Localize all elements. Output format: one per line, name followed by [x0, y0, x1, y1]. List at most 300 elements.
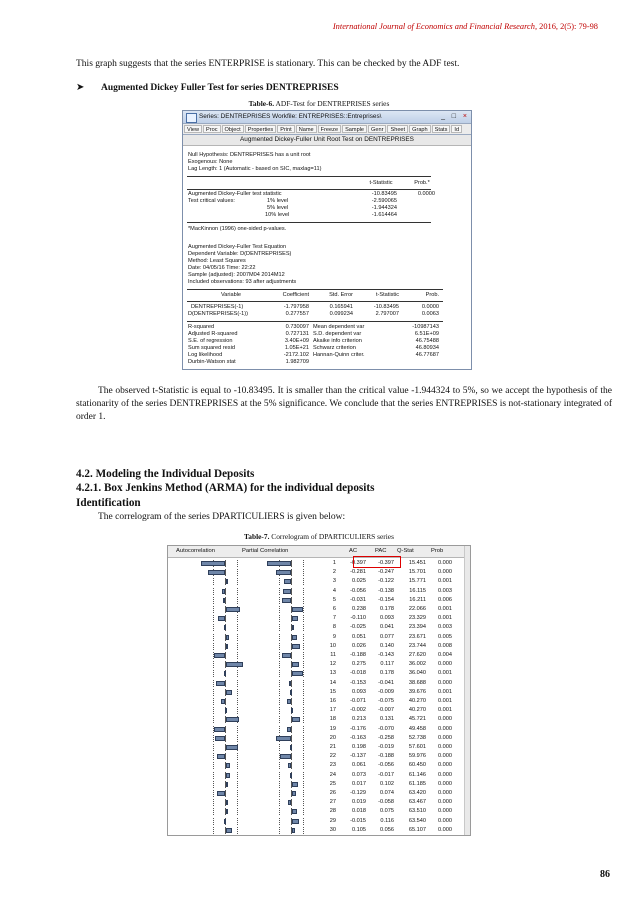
dependent-variable: Dependent Variable: D(DENTREPRISES): [188, 251, 292, 257]
ac-confidence-tick: [237, 772, 239, 779]
pac-value: -0.041: [378, 679, 394, 686]
correlogram-row: [168, 743, 470, 752]
ac-bar: [214, 653, 225, 658]
stat-label: Durbin-Watson stat: [188, 359, 236, 365]
ac-confidence-tick: [213, 716, 215, 723]
view-button[interactable]: View: [184, 125, 202, 133]
ac-confidence-tick: [237, 707, 239, 714]
ac-value: 0.051: [352, 633, 366, 640]
prob-value: 0.000: [438, 799, 452, 806]
crit-level-10: 10% level: [265, 212, 290, 218]
ac-value: -0.163: [350, 734, 366, 741]
pac-confidence-tick: [303, 781, 305, 788]
pac-value: 0.075: [380, 808, 394, 815]
pac-value: 0.074: [380, 790, 394, 796]
qstat-value: 65.107: [408, 826, 426, 833]
stat-label: Adjusted R-squared: [188, 331, 238, 337]
lag: 12: [329, 661, 336, 668]
ac-bar: [226, 782, 228, 787]
freeze-button[interactable]: Freeze: [318, 125, 341, 133]
pac-confidence-tick: [279, 652, 281, 659]
pac-value: 0.041: [380, 624, 394, 631]
ac-confidence-tick: [237, 735, 239, 742]
col-pac: PAC: [375, 548, 387, 554]
pac-confidence-tick: [303, 827, 305, 834]
ac-value: -0.153: [350, 679, 366, 686]
divider: [187, 369, 443, 370]
pac-value: -0.258: [378, 734, 394, 741]
pac-value: 0.077: [380, 633, 394, 640]
prob-value: 0.008: [438, 642, 452, 649]
pac-confidence-tick: [303, 698, 305, 705]
pac-bar: [292, 616, 298, 621]
col-prob: Prob.*: [414, 180, 430, 186]
pac-bar: [292, 791, 296, 796]
correlogram-row: [168, 679, 470, 688]
crit-value-1: -2.590065: [371, 198, 397, 204]
pac-confidence-tick: [303, 597, 305, 604]
pac-confidence-tick: [303, 772, 305, 779]
table7-caption-text: Correlogram of DPARTICULIERS series: [271, 532, 394, 541]
ac-bar: [226, 809, 228, 814]
pac-zero-axis: [291, 698, 292, 705]
stat-value: 46.77687: [415, 352, 439, 358]
stderr-value-2: 0.099234: [329, 311, 353, 317]
correlogram-row: [168, 688, 470, 697]
ac-confidence-tick: [237, 753, 239, 760]
included-observations: Included observations: 93 after adjustments: [188, 279, 297, 285]
correlogram-row: [168, 577, 470, 586]
ac-confidence-tick: [213, 707, 215, 714]
ac-bar: [226, 607, 240, 612]
adf-stat-label: Augmented Dickey-Fuller test statistic: [188, 191, 282, 197]
ac-value: 0.105: [352, 826, 366, 833]
ac-bar: [217, 791, 225, 796]
ac-bar: [224, 671, 226, 676]
coef-value-2: 0.277557: [285, 311, 309, 317]
correlogram-row: [168, 826, 470, 835]
correlogram-row: [168, 587, 470, 596]
pac-value: -0.058: [378, 799, 394, 806]
lag: 11: [330, 652, 336, 658]
pac-zero-axis: [291, 680, 292, 687]
ac-zero-axis: [225, 735, 226, 742]
pac-bar: [290, 745, 292, 750]
pac-confidence-tick: [279, 578, 281, 585]
prob-value: 0.000: [438, 762, 452, 769]
ac-confidence-tick: [213, 698, 215, 705]
page-number: 86: [600, 869, 610, 880]
ac-confidence-tick: [237, 652, 239, 659]
pac-value: 0.056: [380, 826, 394, 833]
prob-value: 0.000: [438, 661, 452, 668]
ac-confidence-tick: [237, 689, 239, 696]
window-toolbar: [183, 123, 471, 135]
ac-bar: [226, 579, 228, 584]
stat-label: Akaike info criterion: [313, 338, 362, 344]
equation-title: Augmented Dickey-Fuller Test Equation: [188, 244, 287, 250]
ac-value: -0.281: [350, 569, 366, 576]
highlight-box: [353, 556, 401, 568]
pac-bar: [267, 561, 291, 566]
pac-zero-axis: [291, 735, 292, 742]
prob-value: 0.001: [438, 670, 452, 677]
qstat-value: 63.540: [408, 817, 426, 824]
ac-bar: [226, 745, 238, 750]
qstat-value: 61.146: [408, 771, 426, 778]
output-heading: Augmented Dickey-Fuller Unit Root Test on DENTREPRISES: [183, 135, 471, 146]
ac-value: 0.213: [352, 716, 366, 723]
qstat-value: 22.066: [408, 606, 426, 612]
prob-value: 0.005: [438, 633, 452, 640]
vertical-scrollbar[interactable]: [464, 546, 470, 835]
qstat-value: 36.002: [408, 661, 426, 668]
ac-value: 0.198: [352, 744, 366, 750]
stat-value: 1.05E+21: [284, 345, 309, 351]
pac-confidence-tick: [279, 762, 281, 769]
stat-value: 3.40E+09: [284, 338, 309, 344]
window-title: Series: DENTREPRISES Workfile: ENTREPRISES::Entreprises\: [199, 113, 382, 120]
divider: [187, 176, 431, 177]
correlogram-row: [168, 771, 470, 780]
pac-confidence-tick: [279, 716, 281, 723]
pac-confidence-tick: [279, 781, 281, 788]
properties-button[interactable]: Properties: [245, 125, 277, 133]
correlogram-window: [167, 545, 471, 836]
id-button[interactable]: Id: [451, 125, 462, 133]
pac-confidence-tick: [279, 615, 281, 622]
stat-value: 0.730097: [285, 324, 309, 330]
ac-confidence-tick: [213, 781, 215, 788]
table7-label: Table-7.: [244, 532, 270, 541]
ac-value: -0.176: [350, 725, 366, 732]
ac-bar: [226, 717, 239, 722]
coef-header-prob: Prob.: [425, 292, 439, 298]
ac-value: -0.188: [350, 652, 366, 658]
pac-confidence-tick: [279, 790, 281, 797]
journal-header: [333, 22, 598, 31]
prob-value: 0.000: [438, 744, 452, 750]
stat-label: R-squared: [188, 324, 215, 330]
ac-confidence-tick: [237, 588, 239, 595]
ac-bar: [201, 561, 225, 566]
ac-zero-axis: [225, 726, 226, 733]
pac-value: -0.154: [378, 596, 394, 603]
ac-value: 0.026: [352, 642, 366, 649]
pac-value: -0.017: [378, 771, 394, 778]
ac-value: -0.025: [350, 624, 366, 631]
prob-value: 0.001: [438, 578, 452, 585]
prob-value: 0.000: [438, 679, 452, 686]
ac-confidence-tick: [213, 790, 215, 797]
stat-label: Log likelihood: [188, 352, 223, 358]
ac-zero-axis: [225, 652, 226, 659]
lag: 14: [329, 679, 336, 686]
ac-zero-axis: [225, 615, 226, 622]
ac-bar: [226, 763, 230, 768]
correlogram-row: [168, 798, 470, 807]
ac-value: 0.017: [352, 780, 366, 787]
sample-button[interactable]: Sample: [342, 125, 367, 133]
ac-confidence-tick: [237, 670, 239, 677]
coef-header-tstat: t-Statistic: [375, 292, 399, 298]
ac-value: 0.093: [352, 688, 366, 695]
ac-zero-axis: [225, 560, 226, 567]
pac-confidence-tick: [303, 569, 305, 576]
qstat-value: 23.744: [408, 642, 426, 649]
date-time: Date: 04/05/16 Time: 22:22: [188, 265, 256, 271]
ac-value: -0.018: [350, 670, 366, 677]
pac-value: -0.070: [378, 725, 394, 732]
ac-confidence-tick: [237, 726, 239, 733]
coef-var-2: D(DENTREPRISES(-1)): [188, 311, 248, 317]
minimize-icon[interactable]: _: [441, 113, 445, 120]
col-qstat: Q-Stat: [397, 548, 414, 554]
ac-confidence-tick: [213, 578, 215, 585]
pac-confidence-tick: [279, 606, 281, 613]
ac-confidence-tick: [213, 818, 215, 825]
pac-confidence-tick: [303, 588, 305, 595]
pac-confidence-tick: [303, 652, 305, 659]
ac-bar: [217, 754, 225, 759]
ac-zero-axis: [225, 698, 226, 705]
pac-bar: [292, 809, 297, 814]
pac-confidence-tick: [279, 808, 281, 815]
prob-value: 0.000: [438, 734, 452, 741]
lag: 6: [332, 606, 336, 612]
ac-zero-axis: [225, 753, 226, 760]
name-button[interactable]: Name: [296, 125, 317, 133]
qstat-value: 60.450: [408, 762, 426, 769]
pac-confidence-tick: [303, 643, 305, 650]
maximize-icon[interactable]: □: [451, 113, 456, 120]
prob-value: 0.000: [438, 753, 452, 760]
pac-confidence-tick: [303, 762, 305, 769]
pac-value: -0.138: [378, 587, 394, 594]
ac-value: -0.056: [350, 587, 366, 594]
ac-bar: [208, 570, 225, 575]
pac-confidence-tick: [303, 670, 305, 677]
qstat-value: 61.185: [408, 780, 426, 787]
prob-value: 0.001: [438, 606, 452, 612]
pac-confidence-tick: [279, 799, 281, 806]
lag: 7: [332, 615, 336, 622]
pac-confidence-tick: [279, 698, 281, 705]
tstat-value-1: -10.83495: [373, 304, 399, 310]
pac-value: -0.247: [378, 569, 394, 576]
lag: 29: [329, 817, 336, 824]
ac-confidence-tick: [237, 569, 239, 576]
pac-value: 0.117: [380, 661, 394, 668]
stat-value: 6.51E+09: [414, 331, 439, 337]
ac-confidence-tick: [213, 606, 215, 613]
ac-bar: [223, 598, 225, 603]
adf-prob: 0.0000: [417, 191, 435, 197]
qstat-value: 15.701: [408, 569, 426, 576]
pac-value: 0.140: [380, 642, 394, 649]
mackinnon-note: *MacKinnon (1996) one-sided p-values.: [188, 226, 287, 232]
pac-confidence-tick: [303, 560, 305, 567]
ac-confidence-tick: [237, 680, 239, 687]
pac-value: 0.131: [380, 716, 394, 723]
lag: 23: [329, 762, 336, 769]
stats-button[interactable]: Stats: [432, 125, 451, 133]
qstat-value: 49.458: [408, 725, 426, 732]
ac-confidence-tick: [213, 634, 215, 641]
crit-level-5: 5% level: [267, 205, 289, 211]
ac-value: 0.018: [352, 808, 366, 815]
pac-confidence-tick: [279, 726, 281, 733]
crit-label: Test critical values:: [188, 198, 235, 204]
prob-value-2: 0.0063: [421, 311, 439, 317]
pac-bar: [292, 671, 303, 676]
lag: 24: [329, 771, 336, 778]
ac-confidence-tick: [213, 689, 215, 696]
ac-value: 0.025: [352, 578, 366, 585]
pac-bar: [292, 828, 295, 833]
correlogram-row: [168, 596, 470, 605]
pac-zero-axis: [291, 569, 292, 576]
pac-confidence-tick: [303, 689, 305, 696]
pac-zero-axis: [291, 726, 292, 733]
pac-confidence-tick: [303, 753, 305, 760]
ac-confidence-tick: [213, 827, 215, 834]
col-ac: AC: [349, 548, 358, 554]
pac-zero-axis: [291, 753, 292, 760]
ac-confidence-tick: [213, 597, 215, 604]
lag: 10: [329, 642, 336, 649]
prob-value: 0.000: [438, 771, 452, 778]
ac-confidence-tick: [213, 680, 215, 687]
sheet-button[interactable]: Sheet: [387, 125, 408, 133]
stat-value: 46.75488: [415, 338, 439, 344]
ac-confidence-tick: [213, 624, 215, 631]
pac-value: -0.397: [378, 560, 394, 566]
pac-confidence-tick: [303, 578, 305, 585]
ac-confidence-tick: [213, 670, 215, 677]
qstat-value: 52.738: [408, 734, 426, 741]
ac-confidence-tick: [237, 560, 239, 567]
correlogram-header: [168, 546, 470, 558]
qstat-value: 63.420: [408, 790, 426, 796]
ac-bar: [226, 644, 228, 649]
lag-length: Lag Length: 1 (Automatic - based on SIC, maxlag=11): [188, 166, 322, 172]
crit-level-1: 1% level: [267, 198, 289, 204]
ac-confidence-tick: [237, 781, 239, 788]
pac-bar: [291, 708, 293, 713]
prob-value: 0.000: [438, 780, 452, 787]
correlogram-row: [168, 780, 470, 789]
tstat-value-2: 2.797007: [375, 311, 399, 317]
qstat-value: 16.115: [409, 587, 426, 594]
pac-confidence-tick: [303, 707, 305, 714]
pac-value: -0.007: [378, 707, 394, 714]
pac-confidence-tick: [279, 670, 281, 677]
lag: 19: [329, 725, 336, 732]
pac-bar: [290, 690, 292, 695]
correlogram-row: [168, 725, 470, 734]
crit-value-5: -1.944324: [371, 205, 397, 211]
prob-value: 0.000: [438, 716, 452, 723]
lag: 9: [332, 633, 336, 640]
pac-confidence-tick: [303, 661, 305, 668]
genr-button[interactable]: Genr: [368, 125, 386, 133]
pac-confidence-tick: [279, 597, 281, 604]
stat-label: S.D. dependent var: [313, 331, 362, 337]
adf-tstat: -10.83495: [371, 191, 397, 197]
col-partial-correlation: Partial Correlation: [242, 548, 289, 554]
stat-label: Sum squared resid: [188, 345, 235, 351]
qstat-value: 40.270: [408, 698, 426, 704]
proc-button[interactable]: Proc: [203, 125, 221, 133]
correlogram-row: [168, 568, 470, 577]
ac-confidence-tick: [237, 597, 239, 604]
lag: 21: [329, 744, 336, 750]
pac-value: -0.188: [378, 753, 394, 760]
object-button[interactable]: Object: [222, 125, 244, 133]
prob-value: 0.001: [438, 707, 452, 714]
graph-button[interactable]: Graph: [409, 125, 431, 133]
lag: 5: [332, 596, 336, 603]
pac-bar: [292, 607, 303, 612]
ac-confidence-tick: [213, 744, 215, 751]
prob-value: 0.000: [438, 826, 452, 833]
qstat-value: 59.976: [408, 753, 426, 760]
table6-caption: [0, 99, 638, 108]
ac-confidence-tick: [237, 634, 239, 641]
lag: 18: [329, 716, 336, 723]
pac-confidence-tick: [303, 615, 305, 622]
lag: 26: [329, 790, 336, 796]
pac-confidence-tick: [303, 808, 305, 815]
lag: 17: [329, 707, 336, 714]
pac-value: 0.116: [380, 817, 394, 824]
close-icon[interactable]: ×: [462, 113, 467, 120]
ac-value: 0.061: [352, 762, 366, 769]
pac-value: -0.009: [378, 688, 394, 695]
prob-value: 0.006: [438, 596, 452, 603]
correlogram-row: [168, 669, 470, 678]
correlogram-row: [168, 660, 470, 669]
divider: [187, 289, 443, 290]
correlogram-row: [168, 734, 470, 743]
pac-value: 0.102: [380, 780, 394, 787]
lag: 25: [329, 780, 336, 787]
qstat-value: 57.601: [408, 744, 426, 750]
qstat-value: 16.211: [409, 596, 426, 603]
print-button[interactable]: Print: [277, 125, 295, 133]
table7-caption: [0, 532, 638, 541]
col-tstat: t-Statistic: [369, 180, 393, 186]
pac-confidence-tick: [303, 790, 305, 797]
null-hypothesis: Null Hypothesis: DENTREPRISES has a unit root: [188, 152, 311, 158]
lag: 16: [329, 698, 336, 704]
ac-value: -0.031: [350, 596, 366, 603]
ac-confidence-tick: [213, 762, 215, 769]
divider: [187, 189, 431, 190]
section-adf-heading: Augmented Dickey Fuller Test for series DENTREPRISES: [101, 83, 339, 93]
prob-value: 0.000: [438, 790, 452, 796]
ac-confidence-tick: [237, 799, 239, 806]
prob-value: 0.000: [438, 725, 452, 732]
ac-value: 0.073: [352, 771, 366, 778]
pac-confidence-tick: [279, 827, 281, 834]
ac-confidence-tick: [237, 808, 239, 815]
qstat-value: 23.394: [408, 624, 426, 631]
correlogram-row: [168, 633, 470, 642]
ac-zero-axis: [225, 680, 226, 687]
pac-confidence-tick: [279, 661, 281, 668]
